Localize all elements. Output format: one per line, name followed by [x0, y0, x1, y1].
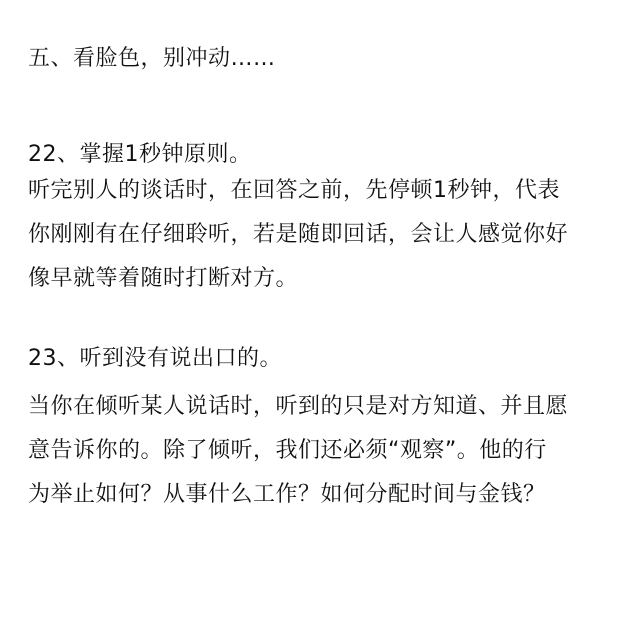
- tip-22-title: 22、掌握1秒钟原则。: [28, 142, 252, 167]
- section-heading: 五、看脸色，别冲动……: [28, 46, 276, 71]
- tip-23-body-line-3: 为举止如何？从事什么工作？如何分配时间与金钱？: [28, 482, 546, 507]
- tip-23-body-line-1: 当你在倾听某人说话时，听到的只是对方知道、并且愿: [28, 394, 569, 419]
- tip-23-body-line-2: 意告诉你的。除了倾听，我们还必须“观察”。他的行: [28, 438, 547, 463]
- tip-23-title: 23、听到没有说出口的。: [28, 346, 282, 371]
- tip-22-body-line-3: 像早就等着随时打断对方。: [28, 266, 299, 291]
- tip-22-body-line-1: 听完别人的谈话时，在回答之前，先停顿1秒钟，代表: [28, 178, 560, 203]
- tip-22-body-line-2: 你刚刚有在仔细聆听，若是随即回话，会让人感觉你好: [28, 222, 569, 247]
